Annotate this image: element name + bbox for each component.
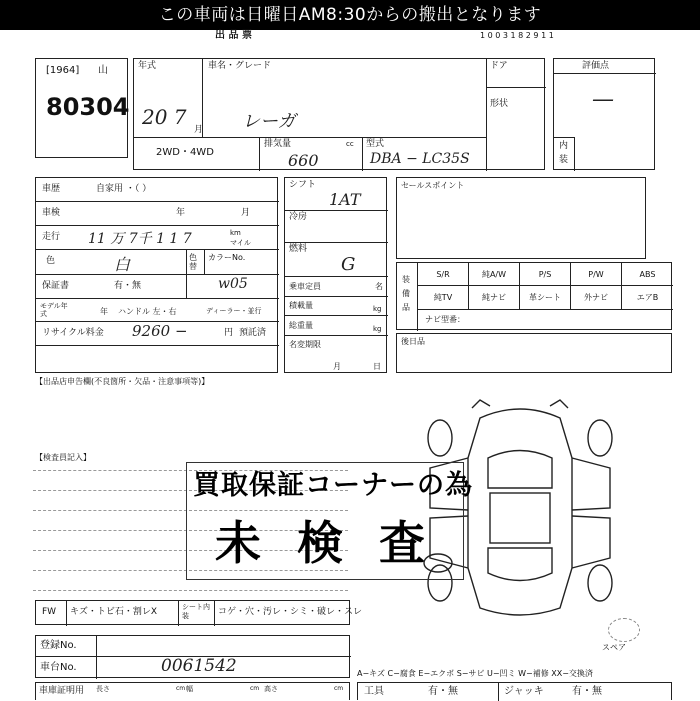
equipment-grid xyxy=(418,263,673,309)
evaluation-value: — xyxy=(592,87,614,112)
inspection-label: 車検 xyxy=(42,208,61,218)
width-unit: cm xyxy=(250,685,260,692)
model-code-label: 型式 xyxy=(366,139,385,149)
history-block xyxy=(35,177,278,373)
transfer-deadline-label: 名変期限 xyxy=(289,340,321,349)
year-label: 年式 xyxy=(138,61,157,71)
evaluation-label: 評価点 xyxy=(582,61,610,71)
gross-weight-unit: kg xyxy=(373,325,382,333)
jack-label: ジャッキ xyxy=(504,686,544,697)
later-items-box xyxy=(396,333,672,373)
stamp-line-1: 買取保証コーナーの為 xyxy=(193,470,473,501)
equipment-cell: 純ナビ xyxy=(469,286,520,309)
garage-cert-row xyxy=(35,682,350,700)
capacity-unit: 名 xyxy=(375,282,383,291)
vehicle-info-block xyxy=(133,58,545,170)
garage-cert-label: 車庫証明用 xyxy=(39,686,85,696)
warranty-value: 有・無 xyxy=(114,281,142,291)
equipment-label: 装備品 xyxy=(402,275,410,312)
equipment-cell: エアB xyxy=(636,293,659,302)
equipment-cell: 純A/W xyxy=(469,263,520,286)
damage-legend: A−キズ C−腐食 E−エクボ S−サビ U−凹ミ W−補修 XX−交換済 xyxy=(357,669,593,678)
tools-value: 有・無 xyxy=(428,686,458,697)
length-label: 長さ xyxy=(96,685,110,693)
shift-label: シフト xyxy=(289,180,317,190)
height-label: 高さ xyxy=(264,685,278,693)
exhibitor-notes-label: 【出品店申告欄(不良箇所・欠品・注意事項等)】 xyxy=(35,377,210,386)
handle-label: ハンドル 左・右 xyxy=(118,307,177,316)
model-year-label: モデル年式 xyxy=(40,302,68,318)
lot-suffix: 山 xyxy=(98,65,108,76)
lot-box xyxy=(35,58,128,158)
capacity-label: 乗車定員 xyxy=(289,282,321,291)
tools-row xyxy=(357,682,672,700)
pickup-notice-banner: この車両は日曜日AM8:30からの搬出となります xyxy=(0,0,700,30)
model-code-value: DBA − LC35S xyxy=(370,151,470,167)
shift-value: 1AT xyxy=(329,190,361,209)
model-year-unit: 年 xyxy=(100,307,108,316)
length-unit: cm xyxy=(176,685,186,692)
inspector-notes-label: 【検査員記入】 xyxy=(35,453,91,462)
drive-label: 2WD・4WD xyxy=(156,147,214,158)
equipment-cell: 革シート xyxy=(520,286,571,309)
color-label: 色 xyxy=(46,256,56,266)
deposit-label: 預託済 xyxy=(239,328,267,338)
serial-fragment: 1 0 0 3 1 8 2 9 1 1 xyxy=(480,31,554,40)
car-name-value: レーガ xyxy=(242,111,296,132)
recycle-label: リサイクル料金 xyxy=(42,328,104,338)
km-unit: km xyxy=(230,229,241,237)
inspection-year-unit: 年 xyxy=(176,208,186,218)
color-no-label: カラーNo. xyxy=(208,253,246,262)
fuel-label: 燃料 xyxy=(289,244,308,254)
color-value: 白 xyxy=(114,255,131,274)
gross-weight-label: 総重量 xyxy=(289,321,313,330)
equipment-cell: 外ナビ xyxy=(571,286,622,309)
cc-unit: cc xyxy=(346,140,354,148)
jack-value: 有・無 xyxy=(572,686,602,697)
fw-value: キズ・トビ石・割レX xyxy=(70,607,157,617)
fuel-value: G xyxy=(341,254,356,275)
transfer-day-unit: 日 xyxy=(373,362,381,371)
equipment-cell: P/S xyxy=(520,263,571,286)
evaluation-box xyxy=(553,58,655,170)
transfer-month-unit: 月 xyxy=(333,362,341,371)
lot-number: 80304 xyxy=(46,93,130,121)
mileage-label: 走行 xyxy=(42,232,61,242)
load-label: 積載量 xyxy=(289,301,313,310)
equipment-cell: 純TV xyxy=(418,286,469,309)
ac-label: 冷房 xyxy=(289,212,308,222)
inspection-month-unit: 月 xyxy=(241,208,251,218)
color-no-value: w05 xyxy=(218,276,248,292)
lot-prefix: [1964] xyxy=(46,65,80,76)
interior-label-1: 内 xyxy=(559,141,569,151)
shift-block xyxy=(284,177,387,373)
sheet-title-fragment: 出 品 票 xyxy=(215,30,252,41)
tools-label: 工具 xyxy=(364,686,384,697)
month-mark: 月 xyxy=(194,125,204,135)
year-value: 20 7 xyxy=(142,105,187,129)
history-label: 車歴 xyxy=(42,184,61,194)
equipment-cell: P/W xyxy=(571,263,622,286)
warranty-label: 保証書 xyxy=(42,281,70,291)
history-value: 自家用 ・（ ） xyxy=(96,184,152,194)
mileage-value: 11 万 7千 1 1 7 xyxy=(88,231,192,247)
mile-unit: マイル xyxy=(230,239,251,247)
load-unit: kg xyxy=(373,305,382,313)
registration-block xyxy=(35,635,350,678)
spare-label: スペア xyxy=(602,643,626,652)
door-label: ドア xyxy=(490,61,508,71)
interior-label-2: 装 xyxy=(559,155,569,165)
spare-tire-icon xyxy=(608,618,640,642)
seat-label: シート内装 xyxy=(182,603,210,620)
recycle-value: 9260 − xyxy=(132,322,188,340)
fw-seat-row xyxy=(35,600,363,625)
shape-label: 形状 xyxy=(490,99,509,109)
sales-point-label: セールスポイント xyxy=(401,181,465,190)
fw-label: FW xyxy=(42,607,57,617)
equipment-cell: S/R xyxy=(418,263,469,286)
later-items-label: 後日品 xyxy=(401,337,425,346)
inspection-stamp xyxy=(186,462,473,580)
equipment-box xyxy=(396,262,672,330)
stamp-line-2: 未 検 査 xyxy=(215,516,436,570)
nav-model-label: ナビ型番： xyxy=(425,315,465,324)
seat-value: コゲ・穴・汚レ・シミ・破レ・スレ xyxy=(218,607,363,617)
chassis-value: 0061542 xyxy=(161,656,237,676)
displacement-label: 排気量 xyxy=(264,139,292,149)
registration-label: 登録No. xyxy=(40,640,77,651)
color-change-label: 色替 xyxy=(189,253,197,271)
car-name-label: 車名・グレード xyxy=(208,61,272,71)
yen-unit: 円 xyxy=(224,328,234,338)
dealer-label: ディーラー・並行 xyxy=(206,307,262,315)
displacement-value: 660 xyxy=(288,151,319,170)
width-label: 幅 xyxy=(186,685,193,693)
chassis-label: 車台No. xyxy=(40,662,77,673)
sales-point-box xyxy=(396,177,646,259)
height-unit: cm xyxy=(334,685,344,692)
equipment-cell: ABS xyxy=(622,263,673,286)
